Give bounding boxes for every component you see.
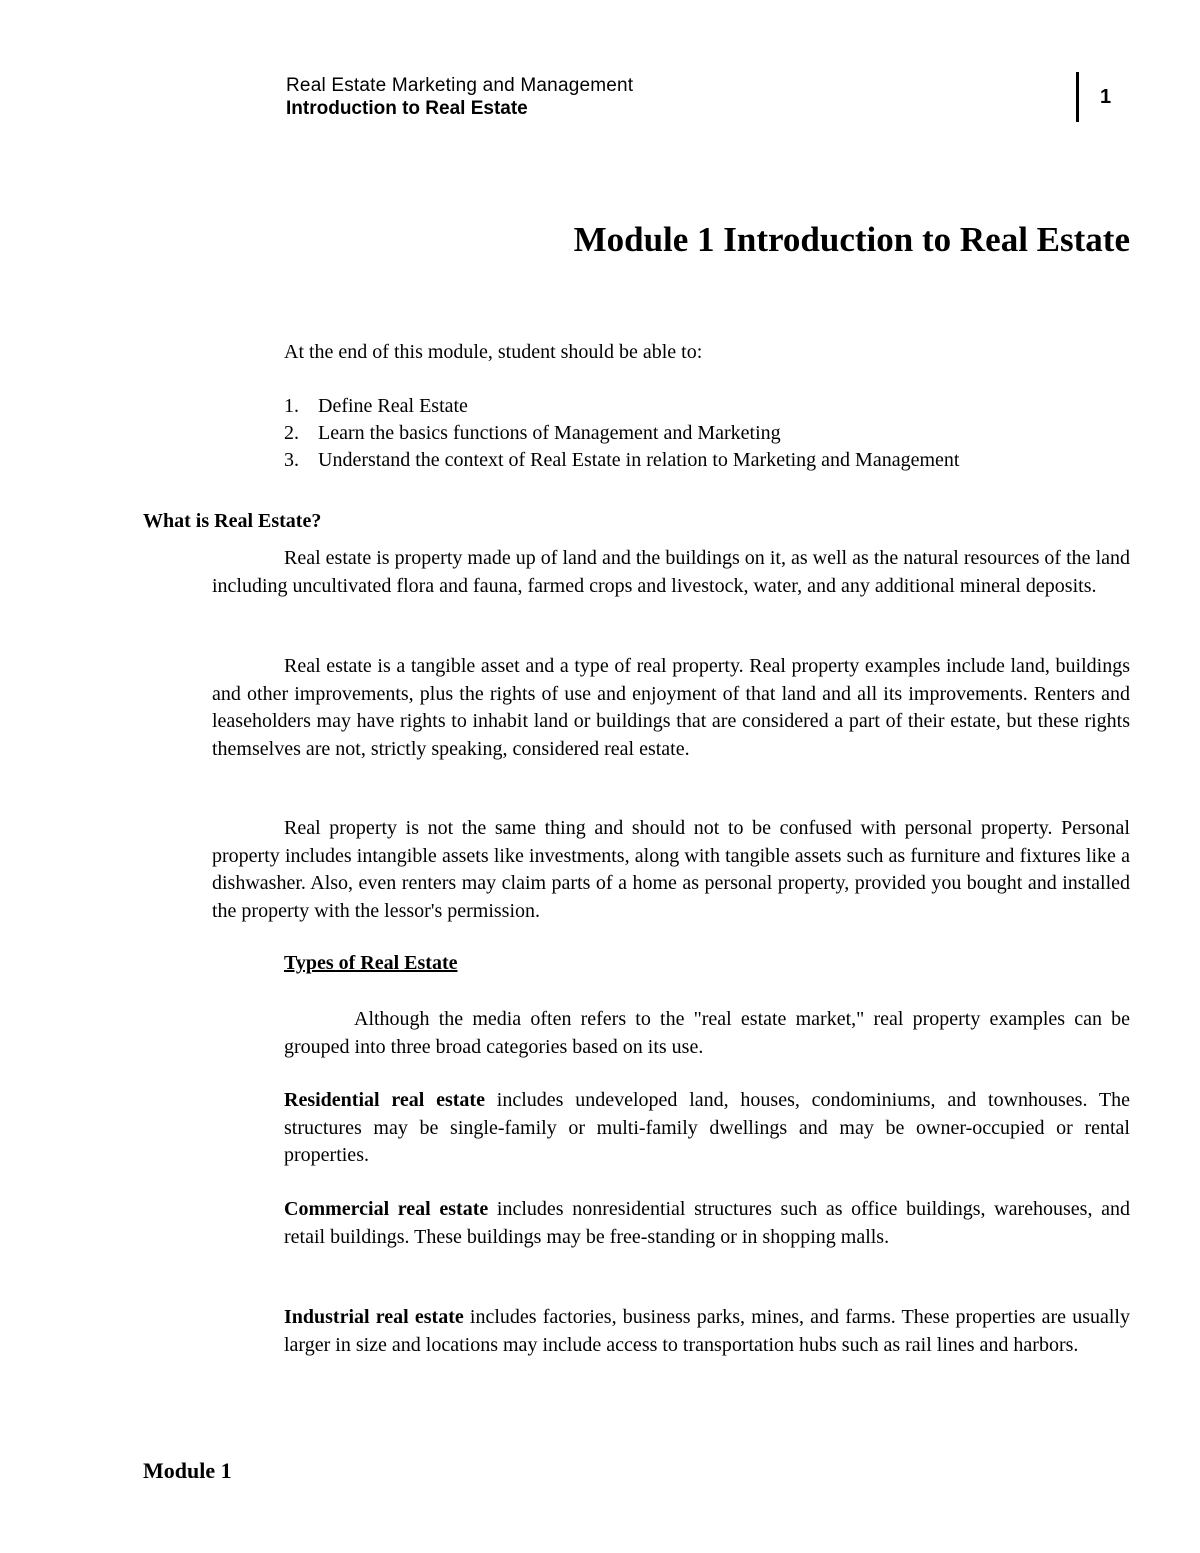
paragraph-commercial	[284, 1196, 1130, 1251]
page-title: Module 1 Introduction to Real Estate	[573, 220, 1130, 259]
term-residential: Residential real estate	[284, 1089, 485, 1111]
text-commercial: includes nonresidential structures such as office buildings, warehouses, and retail buildings. These buildings may be free-standing or in shopping malls.	[284, 1198, 1130, 1248]
list-item	[284, 393, 959, 420]
running-header	[286, 74, 633, 120]
page-number: 1	[1100, 86, 1112, 108]
section-heading-types: Types of Real Estate	[284, 952, 458, 974]
header-course: Real Estate Marketing and Management	[286, 75, 634, 96]
list-item	[284, 420, 959, 447]
text-industrial: includes factories, business parks, mines, and farms. These properties are usually larger in size and locations may include access to transportation hubs such as rail lines and harbors.	[284, 1306, 1130, 1356]
objectives-list	[284, 393, 959, 474]
list-number: 2.	[284, 422, 299, 444]
list-text: Learn the basics functions of Management and Marketing	[318, 422, 781, 444]
header-section: Introduction to Real Estate	[286, 98, 528, 119]
list-number: 1.	[284, 395, 299, 417]
list-number: 3.	[284, 449, 299, 471]
term-industrial: Industrial real estate	[284, 1306, 464, 1328]
objectives-intro: At the end of this module, student should be able to:	[284, 341, 703, 363]
header-divider	[1076, 72, 1079, 122]
page-footer: Module 1	[143, 1458, 232, 1483]
paragraph-personal-property: Real property is not the same thing and should not to be confused with personal property. Personal property includes intangible assets like investments, along with tangible assets such as furniture and fixtures like a dishwasher. Also, even renters may claim parts of a home as personal property, provided you bought and installed the property with the lessor's permission.	[212, 817, 1130, 922]
paragraph-types-intro: Although the media often refers to the "real estate market," real property examples can be grouped into three broad categories based on its use.	[284, 1008, 1130, 1058]
section-heading-what-is-real-estate: What is Real Estate?	[143, 510, 322, 532]
text-residential: includes undeveloped land, houses, condominiums, and townhouses. The structures may be single-family or multi-family dwellings and may be owner-occupied or rental properties.	[284, 1089, 1130, 1166]
paragraph-industrial	[284, 1304, 1130, 1359]
paragraph-residential	[284, 1087, 1130, 1170]
term-commercial: Commercial real estate	[284, 1198, 489, 1220]
paragraph-definition: Real estate is property made up of land and the buildings on it, as well as the natural resources of the land including uncultivated flora and fauna, farmed crops and livestock, water, and any additional mineral deposits.	[212, 547, 1130, 597]
paragraph-tangible-asset: Real estate is a tangible asset and a type of real property. Real property examples include land, buildings and other improvements, plus the rights of use and enjoyment of that land and all its improvements. Renters and leaseholders may have rights to inhabit land or buildings that are considered a part of their estate, but these rights themselves are not, strictly speaking, considered real estate.	[212, 655, 1130, 760]
list-item	[284, 447, 959, 474]
list-text: Understand the context of Real Estate in relation to Marketing and Management	[318, 449, 960, 471]
list-text: Define Real Estate	[318, 395, 468, 417]
